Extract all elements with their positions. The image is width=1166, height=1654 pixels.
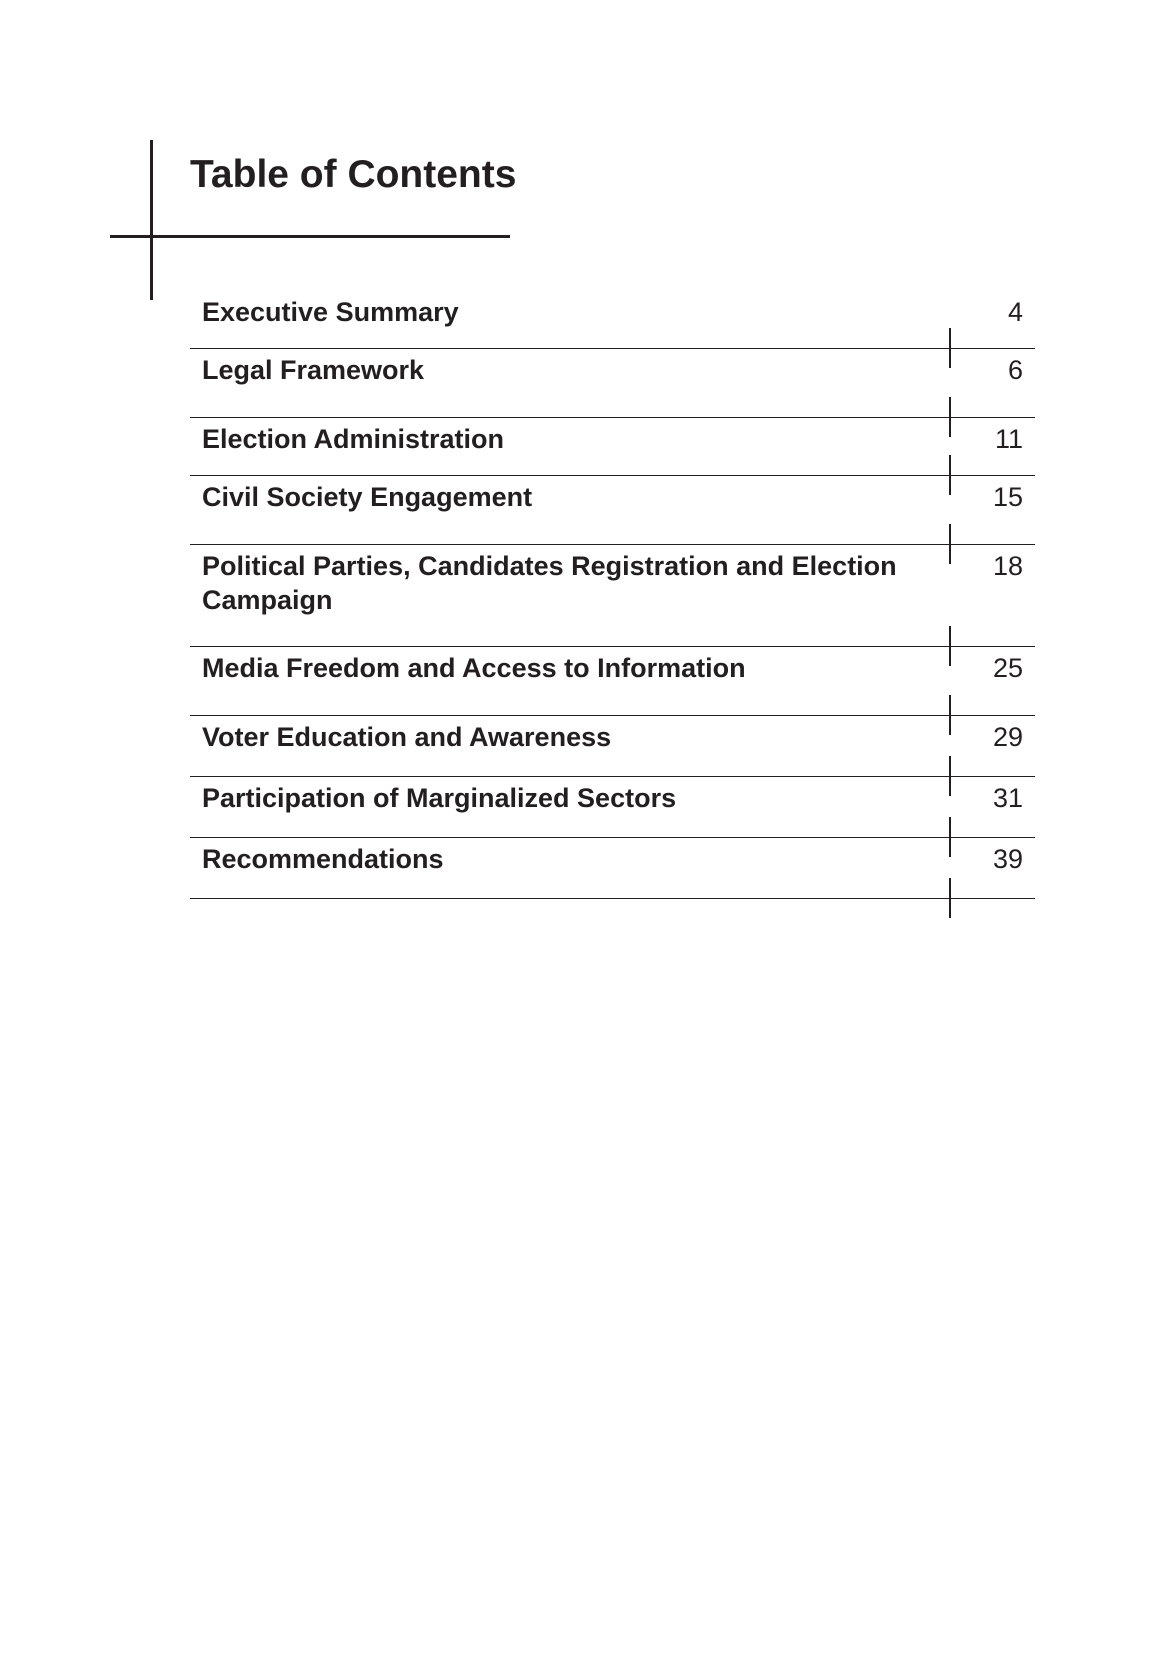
toc-entry-title: Voter Education and Awareness [202,722,612,752]
toc-entry-page: 18 [992,551,1023,581]
toc-entry-voter-education[interactable] [190,716,1035,777]
crosshair-horizontal-rule [110,235,510,238]
toc-entry-title: Election Administration [202,424,505,454]
rule-tick [949,878,951,918]
toc-entry-recommendations[interactable] [190,838,1035,899]
toc-entry-marginalized-sectors[interactable] [190,777,1035,838]
toc-entry-page: 6 [1007,355,1023,385]
toc-entry-title: Political Parties, Candidates Registration and Election Campaign [202,551,897,615]
toc-entry-title: Media Freedom and Access to Information [202,653,746,683]
toc-entry-executive-summary[interactable] [190,291,1035,349]
toc-entry-legal-framework[interactable] [190,349,1035,418]
toc-entry-page: 31 [992,783,1023,813]
crosshair-vertical-rule [150,140,153,300]
toc-entry-page: 29 [992,722,1023,752]
toc-entry-title: Civil Society Engagement [202,482,533,512]
toc-entry-page: 11 [994,424,1023,454]
toc-entry-title: Recommendations [202,844,444,874]
toc-entry-election-administration[interactable] [190,418,1035,476]
toc-entry-title: Executive Summary [202,297,459,327]
toc-entry-civil-society-engagement[interactable] [190,476,1035,545]
toc-entry-media-freedom[interactable] [190,647,1035,716]
toc-entry-page: 25 [992,653,1023,683]
toc-entry-title: Participation of Marginalized Sectors [202,783,677,813]
toc-entry-page: 39 [992,844,1023,874]
page-title: Table of Contents [190,153,517,196]
toc-entry-page: 15 [992,482,1023,512]
toc-entry-page: 4 [1007,297,1023,327]
toc-entry-political-parties[interactable] [190,545,1035,647]
toc-list [190,291,1035,899]
toc-entry-title: Legal Framework [202,355,425,385]
